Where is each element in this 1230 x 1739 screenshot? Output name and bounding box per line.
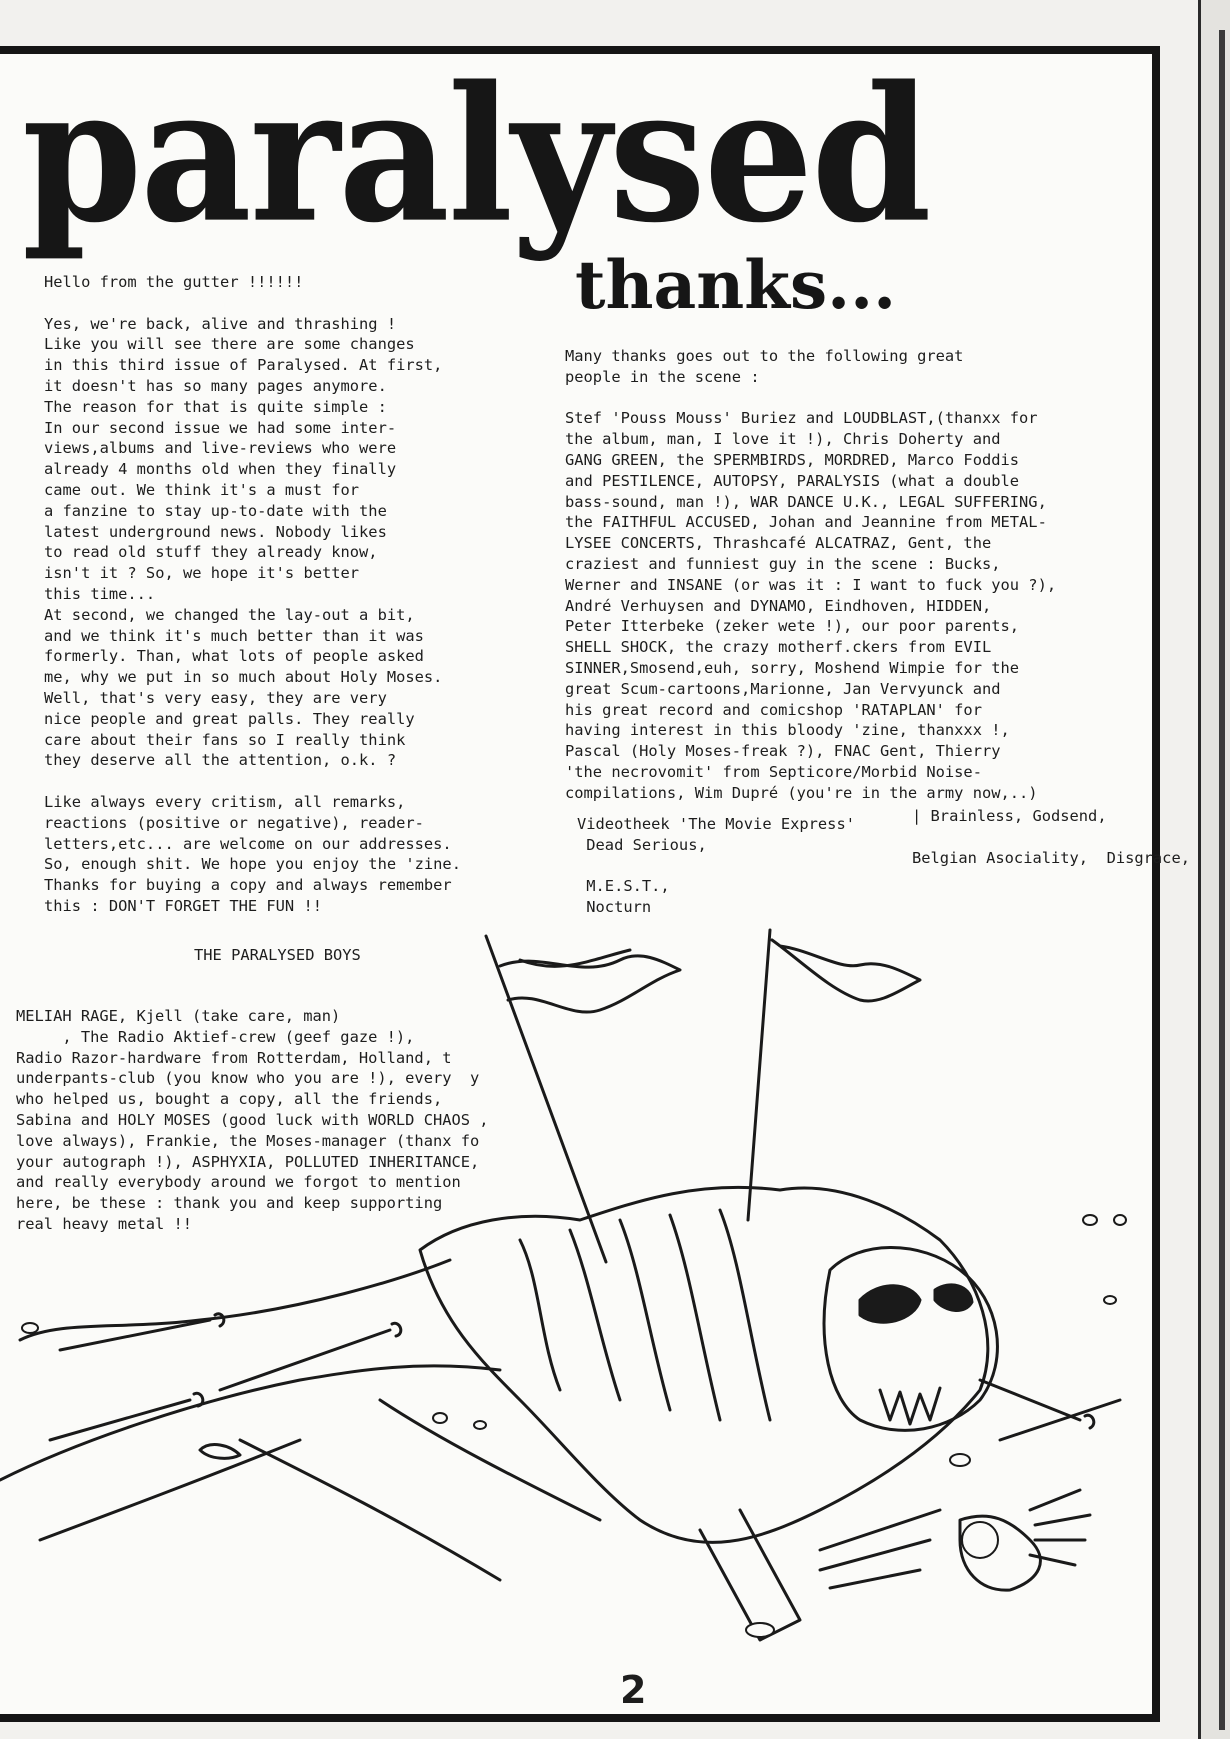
page-number: 2 bbox=[620, 1668, 647, 1712]
thanks-heading: thanks... bbox=[575, 246, 897, 324]
thanks-lead: Many thanks goes out to the following great people in the scene : bbox=[565, 347, 964, 386]
intro-paragraph-1: Yes, we're back, alive and thrashing ! Like you will see there are some changes in this third issue of Paralysed. At first, it doesn't has so many pages anymore. The reason for that is quite simple : In our second issue we had some inter- views,albums and live-reviews who were already 4 months old when they finally came out. We think it's a must for a fanzine to stay up-to-date with the latest underground news. Nobody likes to read old stuff they already know, isn't it ? So, we hope it's better this time... At second, we changed the lay-out a bit, and we think it's much better than it was formerly. Than, what lots of people asked me, why we put in so much about Holy Moses. Well, that's very easy, they are very nice people and great palls. They really care about their fans so I really think they deserve all the attention, o.k. ? bbox=[44, 314, 443, 770]
thanks-body: Stef 'Pouss Mouss' Buriez and LOUDBLAST,(thanxx for the album, man, I love it !), Chris Doherty and GANG GREEN, the SPERMBIRDS, MORDRED, Marco Foddis and PESTILENCE, AUTOPSY, PARALYSIS (what a double bass-sound, man !), WAR DANCE U.K., LEGAL SUFFERING, the FAITHFUL ACCUSED, Johan and Jeannine from METAL- LYSEE CONCERTS, Thrashcafé ALCATRAZ, Gent, the craziest and funniest guy in the scene : Bucks, Werner and INSANE (or was it : I want to fuck you ?), André Verhuysen and DYNAMO, Eindhoven, HIDDEN, Peter Itterbeke (zeker wete !), our poor parents, SHELL SHOCK, the crazy motherf.ckers from EVIL SINNER,Smosend,euh, sorry, Moshend Wimpie for the great Scum-cartoons,Marionne, Jan Vervyunck and his great record and comicshop 'RATAPLAN' for having interest in this bloody 'zine, thanxxx !, Pascal (Holy Moses-freak ?), FNAC Gent, Thierry 'the necrovomit' from Septicore/Morbid Noise- compilations, Wim Dupré (you're in the army now,..) bbox=[565, 409, 1057, 802]
thanks-shops-left: Videotheek 'The Movie Express' Dead Serious, M.E.S.T., Nocturn bbox=[577, 815, 855, 917]
signoff: THE PARALYSED BOYS bbox=[194, 946, 361, 964]
intro-paragraph-2: Like always every critism, all remarks, reactions (positive or negative), reader- letters,etc... are welcome on our addresses. So, enough shit. We hope you enjoy the 'zine. Thanks for buying a copy and always remember this : DON'T FORGET THE FUN !! bbox=[44, 792, 461, 915]
thanks-shops-right: | Brainless, Godsend, Belgian Asociality, Disgrace, bbox=[912, 807, 1190, 867]
next-page-edge bbox=[1198, 0, 1230, 1739]
zine-logo: paralysed bbox=[22, 44, 930, 264]
intro-greeting: Hello from the gutter !!!!!! bbox=[44, 273, 304, 291]
intro-column bbox=[44, 272, 564, 917]
thanks-column bbox=[565, 346, 1165, 804]
extra-thanks: MELIAH RAGE, Kjell (take care, man) , The Radio Aktief-crew (geef gaze !), Radio Razor-hardware from Rotterdam, Holland, t underpants-club (you know who you are !), every y who helped us, bought a copy, all the friends, Sabina and HOLY MOSES (good luck with WORLD CHAOS , love always), Frankie, the Moses-manager (thanx fo your autograph !), ASPHYXIA, POLLUTED INHERITANCE, and really everybody around we forgot to mention here, be these : thank you and keep supporting real heavy metal !! bbox=[16, 1007, 489, 1233]
